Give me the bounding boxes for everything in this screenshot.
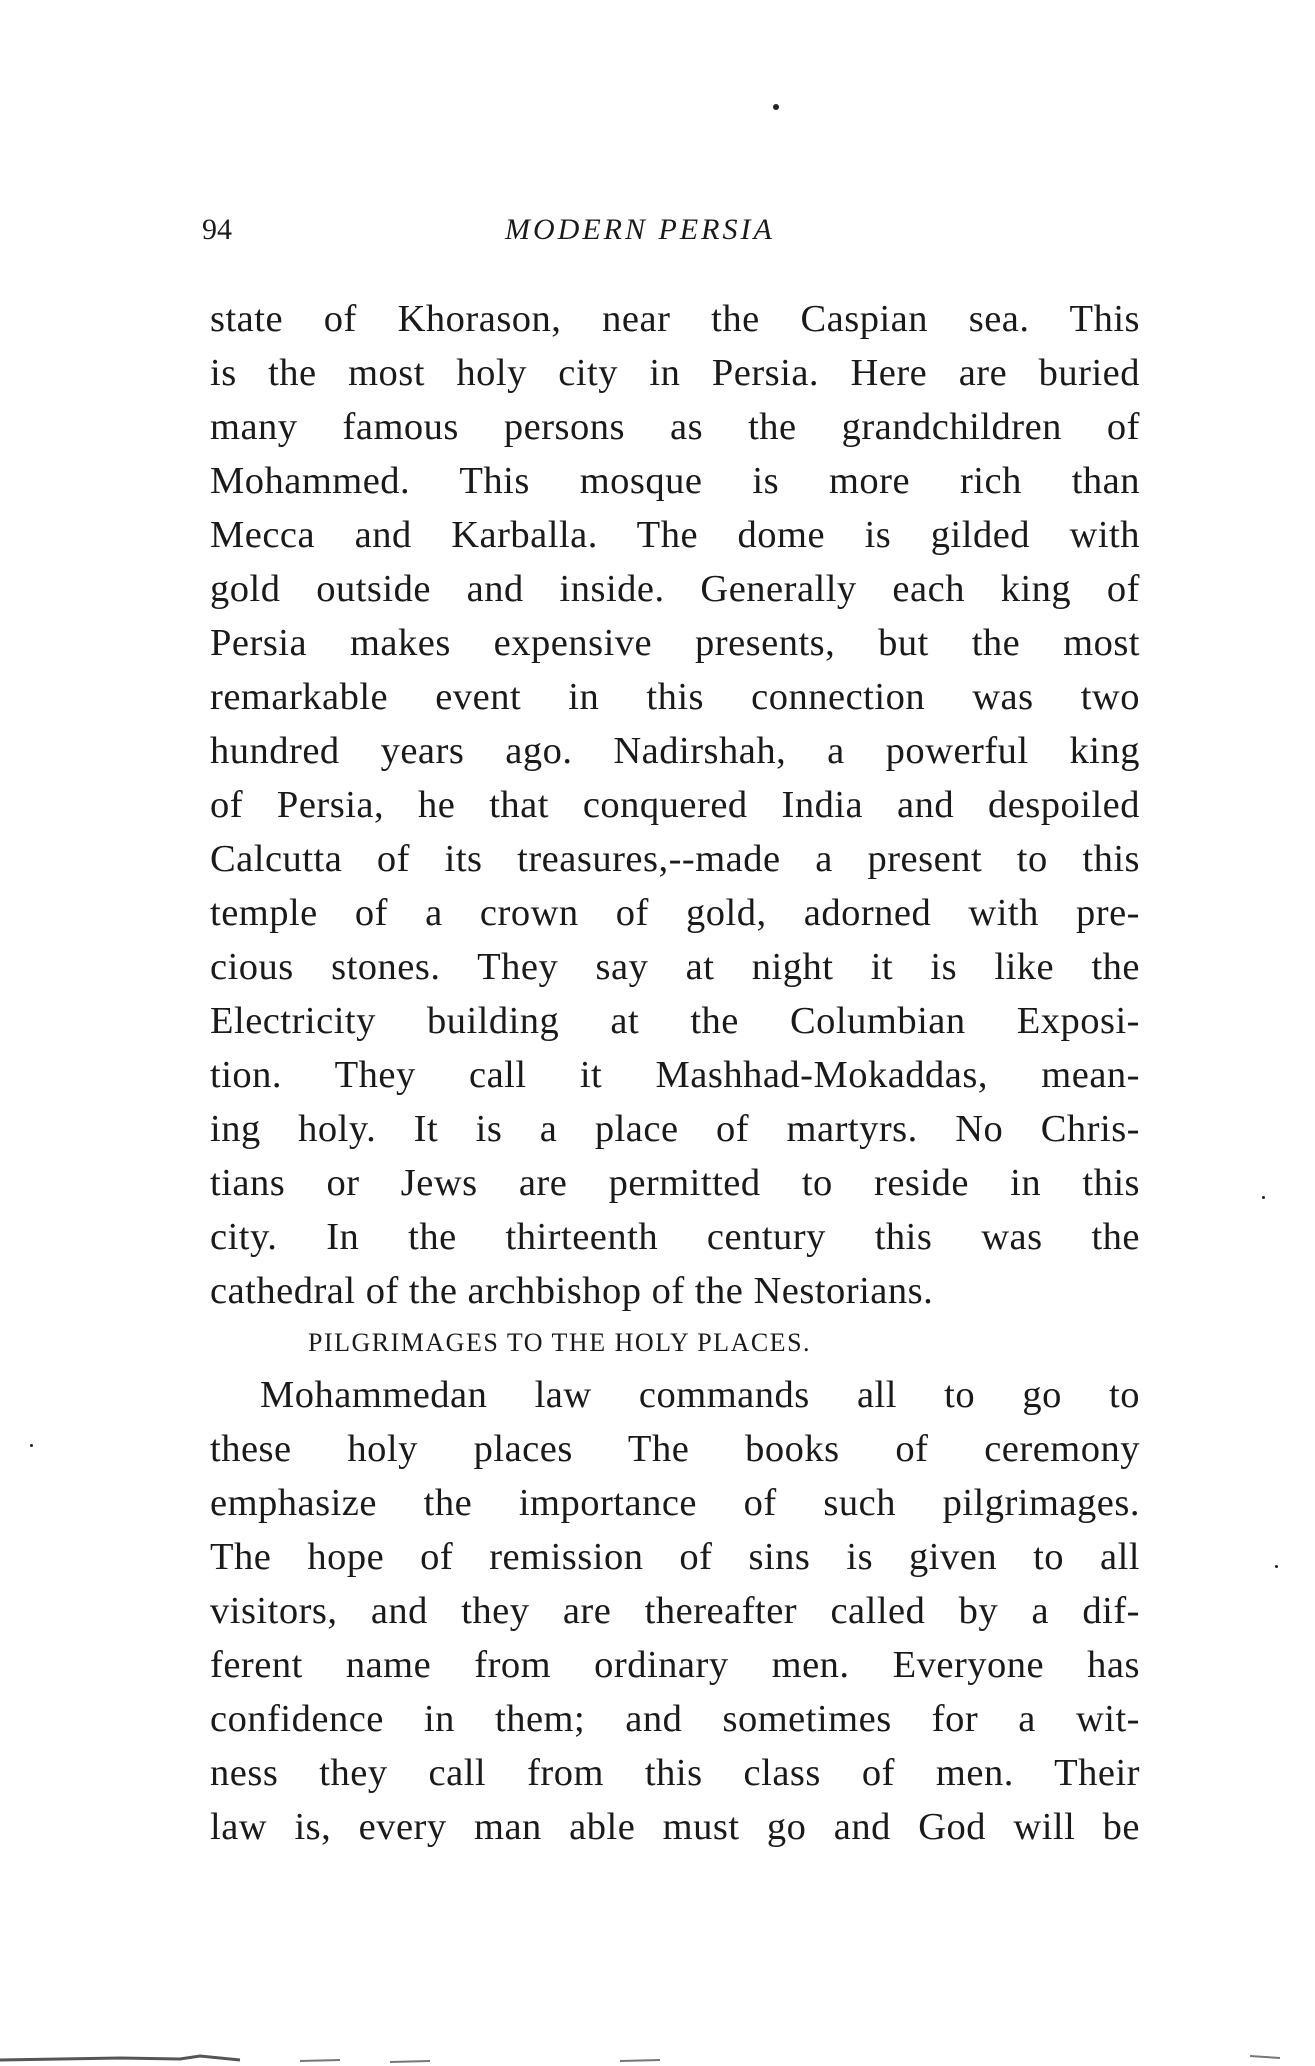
paragraph: [210, 1368, 1140, 1854]
text-line: of Persia, he that conquered India and despoiled: [210, 784, 1140, 826]
page-header: [0, 205, 1315, 255]
page-body: [210, 292, 1140, 1854]
ink-speck: [1262, 1196, 1265, 1199]
running-title: MODERN PERSIA: [505, 213, 775, 246]
text-line: Electricity building at the Columbian Exposi-: [210, 1000, 1140, 1042]
text-line: these holy places The books of ceremony: [210, 1428, 1140, 1470]
text-line: The hope of remission of sins is given to all: [210, 1536, 1140, 1578]
text-line: Calcutta of its treasures,--made a present to this: [210, 838, 1140, 880]
text-line: ness they call from this class of men. Their: [210, 1752, 1140, 1794]
text-line: Mohammed. This mosque is more rich than: [210, 460, 1140, 502]
text-line: hundred years ago. Nadirshah, a powerful king: [210, 730, 1140, 772]
text-line: cathedral of the archbishop of the Nestorians.: [210, 1270, 934, 1312]
text-line: visitors, and they are thereafter called by a dif-: [210, 1590, 1140, 1632]
ink-speck: [773, 104, 779, 110]
text-line: law is, every man able must go and God will be: [210, 1806, 1140, 1848]
text-line: many famous persons as the grandchildren of: [210, 406, 1140, 448]
page-number: 94: [202, 213, 232, 246]
paragraph: [210, 292, 1140, 1318]
text-line: city. In the thirteenth century this was the: [210, 1216, 1140, 1258]
text-line: state of Khorason, near the Caspian sea. This: [210, 298, 1140, 340]
text-line: Mohammedan law commands all to go to: [260, 1374, 1140, 1416]
text-line: temple of a crown of gold, adorned with pre-: [210, 892, 1140, 934]
ink-speck: [1275, 1565, 1278, 1568]
ink-speck: [30, 1444, 33, 1447]
text-line: tians or Jews are permitted to reside in this: [210, 1162, 1140, 1204]
text-line: Mecca and Karballa. The dome is gilded with: [210, 514, 1140, 556]
text-line: confidence in them; and sometimes for a wit-: [210, 1698, 1140, 1740]
section-heading: PILGRIMAGES TO THE HOLY PLACES.: [308, 1328, 812, 1357]
text-line: emphasize the importance of such pilgrimages.: [210, 1482, 1140, 1524]
text-line: ing holy. It is a place of martyrs. No Chris-: [210, 1108, 1140, 1150]
text-line: Persia makes expensive presents, but the most: [210, 622, 1140, 664]
scan-edge-noise: [0, 2050, 1315, 2066]
text-line: tion. They call it Mashhad-Mokaddas, mean-: [210, 1054, 1140, 1096]
text-line: gold outside and inside. Generally each king of: [210, 568, 1140, 610]
text-line: remarkable event in this connection was two: [210, 676, 1140, 718]
text-line: cious stones. They say at night it is like the: [210, 946, 1140, 988]
text-line: is the most holy city in Persia. Here are buried: [210, 352, 1140, 394]
text-line: ferent name from ordinary men. Everyone has: [210, 1644, 1140, 1686]
